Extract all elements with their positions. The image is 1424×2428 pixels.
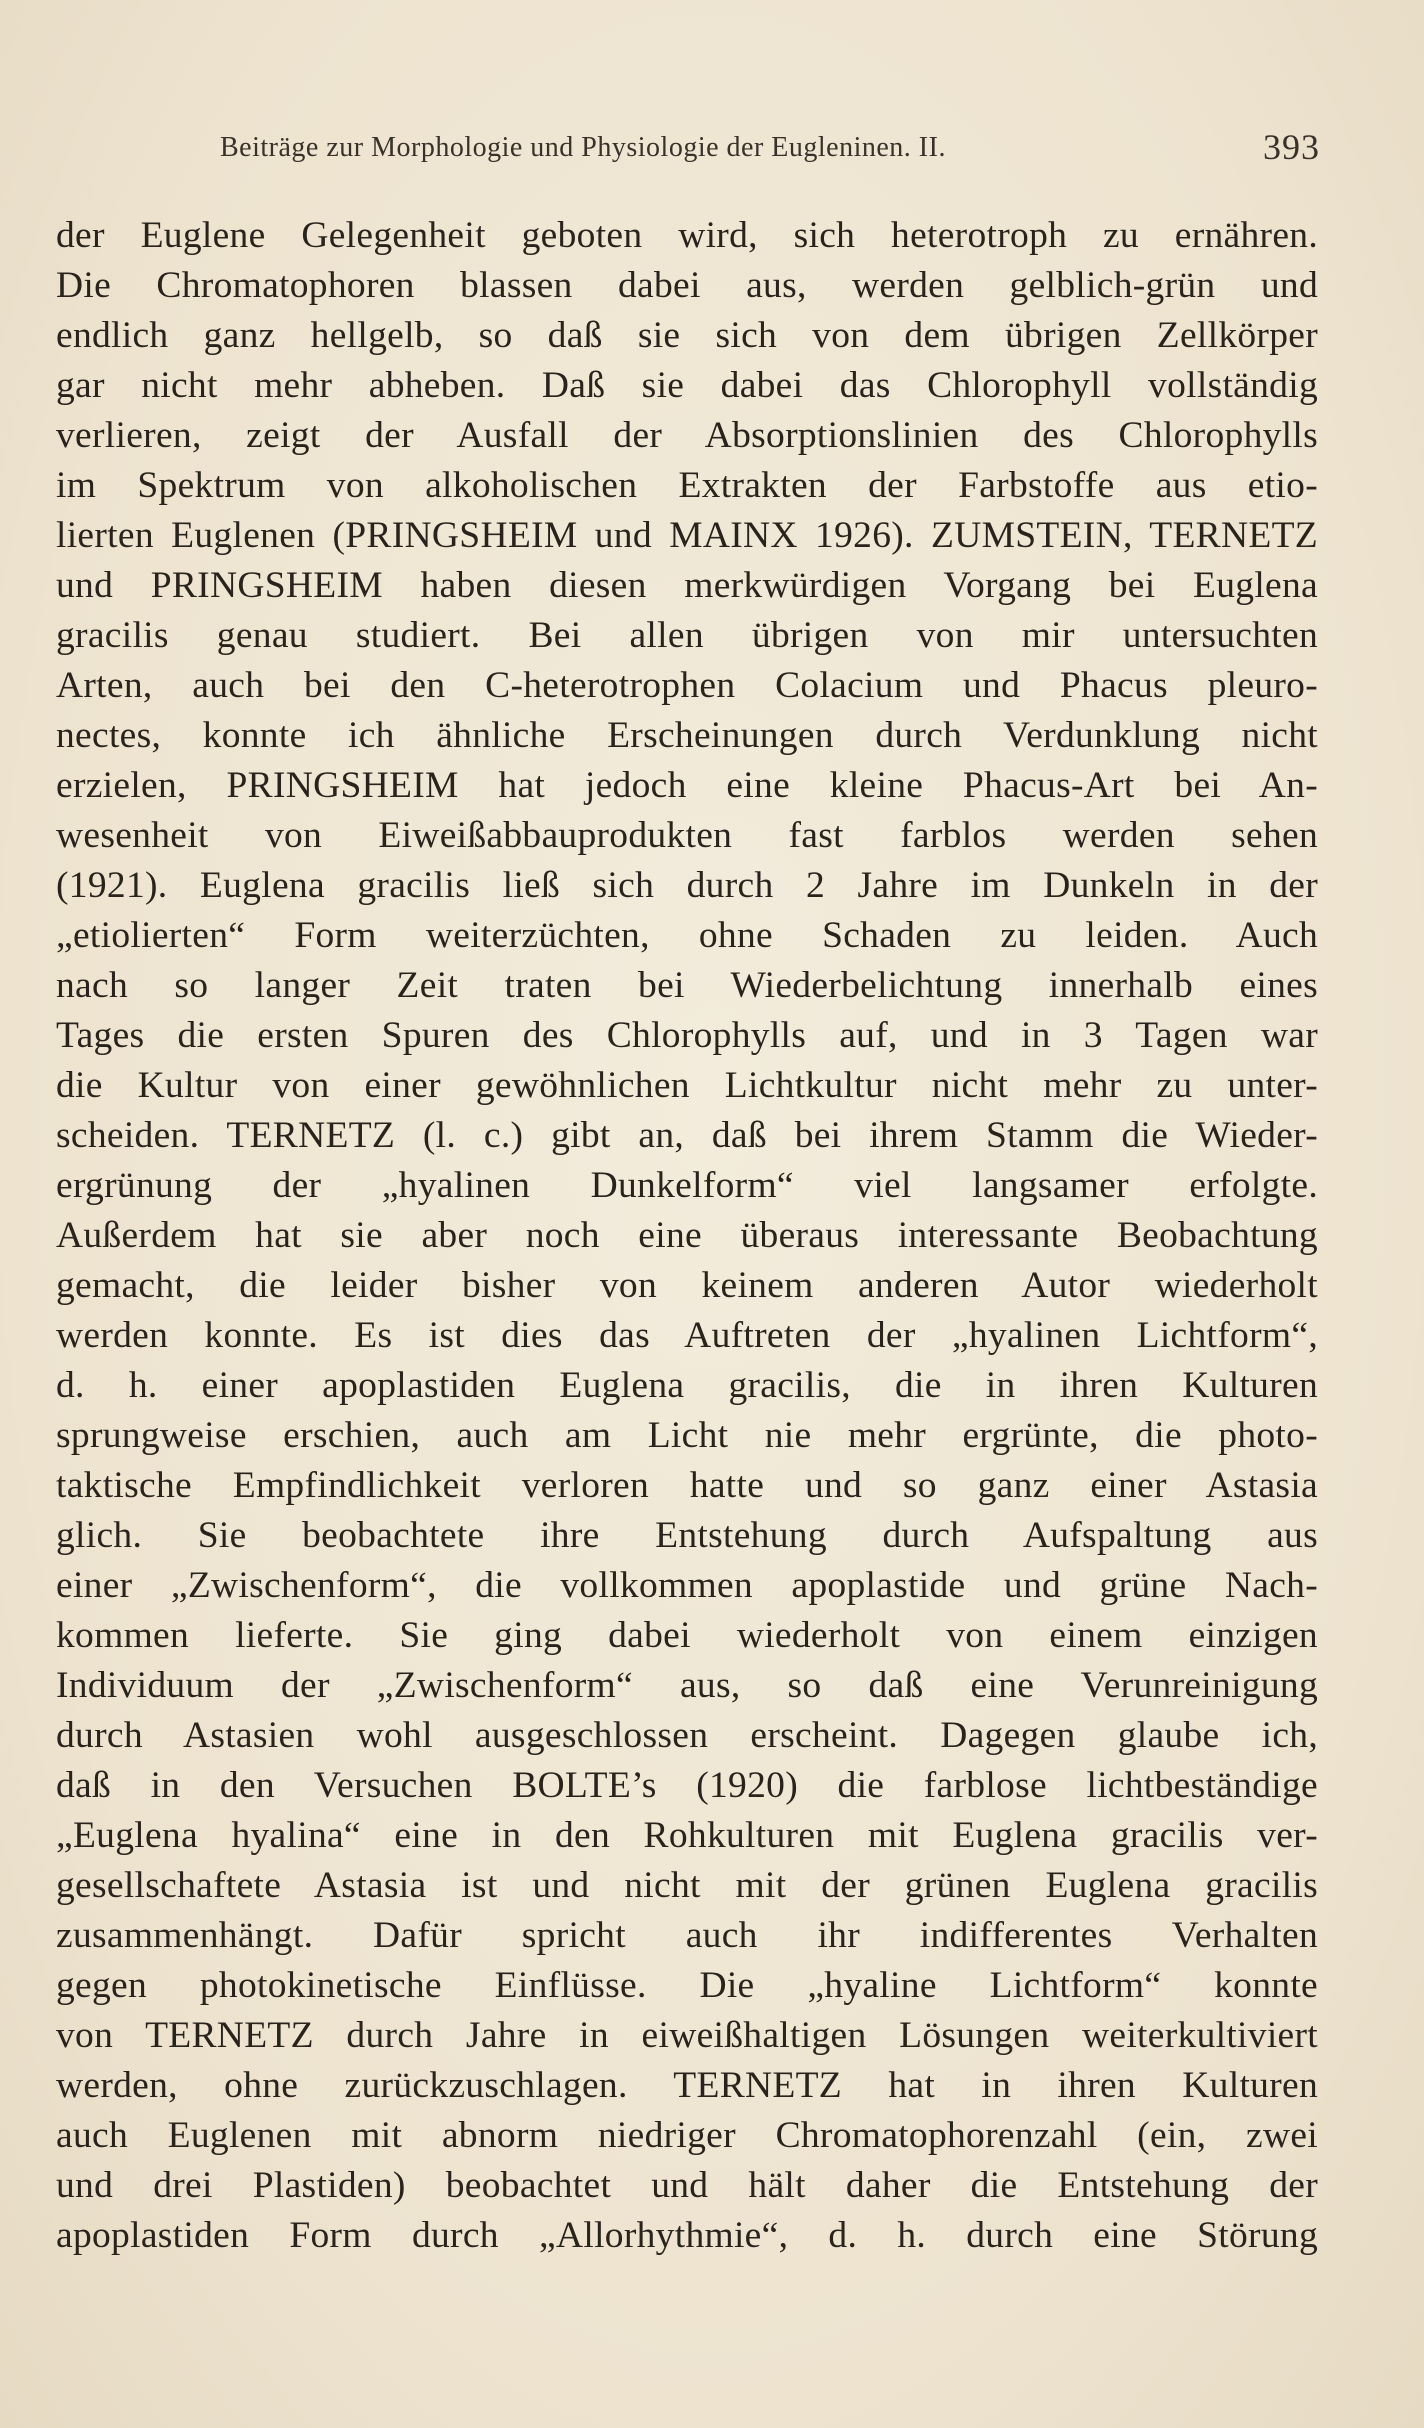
text-line: endlich ganz hellgelb, so daß sie sich von dem übrigen Zellkörper [56,315,1318,356]
text-line: Außerdem hat sie aber noch eine überaus interessante Beobachtung [56,1215,1318,1256]
text-line: zusammenhängt. Dafür spricht auch ihr indifferentes Verhalten [56,1915,1318,1956]
text-line: Individuum der „Zwischenform“ aus, so daß eine Verunreinigung [56,1665,1318,1706]
text-line: daß in den Versuchen BOLTE’s (1920) die farblose lichtbeständige [56,1765,1318,1806]
text-line: gesellschaftete Astasia ist und nicht mit der grünen Euglena gracilis [56,1865,1318,1906]
page-number: 393 [1263,127,1320,167]
text-line: taktische Empfindlichkeit verloren hatte und so ganz einer Astasia [56,1465,1318,1506]
text-line: (1921). Euglena gracilis ließ sich durch 2 Jahre im Dunkeln in der [56,865,1318,906]
text-line: auch Euglenen mit abnorm niedriger Chromatophorenzahl (ein, zwei [56,2115,1318,2156]
running-title: Beiträge zur Morphologie und Physiologie der Eugleninen. II. [220,132,946,163]
text-line: erzielen, PRINGSHEIM hat jedoch eine kleine Phacus-Art bei An- [56,765,1318,806]
text-line: gegen photokinetische Einflüsse. Die „hyaline Lichtform“ konnte [56,1965,1318,2006]
text-line: gemacht, die leider bisher von keinem anderen Autor wiederholt [56,1265,1318,1306]
text-line: von TERNETZ durch Jahre in eiweißhaltigen Lösungen weiterkultiviert [56,2015,1318,2056]
text-line: apoplastiden Form durch „Allorhythmie“, d. h. durch eine Störung [56,2215,1318,2256]
text-line: kommen lieferte. Sie ging dabei wiederholt von einem einzigen [56,1615,1318,1656]
running-header [220,127,1320,176]
text-line: werden konnte. Es ist dies das Auftreten der „hyalinen Lichtform“, [56,1315,1318,1356]
text-line: gracilis genau studiert. Bei allen übrigen von mir untersuchten [56,615,1318,656]
text-line: durch Astasien wohl ausgeschlossen erscheint. Dagegen glaube ich, [56,1715,1318,1756]
text-line: „Euglena hyalina“ eine in den Rohkulturen mit Euglena gracilis ver- [56,1815,1318,1856]
text-line: die Kultur von einer gewöhnlichen Lichtkultur nicht mehr zu unter- [56,1065,1318,1106]
text-line: Arten, auch bei den C-heterotrophen Colacium und Phacus pleuro- [56,665,1318,706]
text-line: der Euglene Gelegenheit geboten wird, sich heterotroph zu ernähren. [56,215,1318,256]
text-line: und drei Plastiden) beobachtet und hält daher die Entstehung der [56,2165,1318,2206]
text-line: ergrünung der „hyalinen Dunkelform“ viel langsamer erfolgte. [56,1165,1318,1206]
text-line: lierten Euglenen (PRINGSHEIM und MAINX 1926). ZUMSTEIN, TERNETZ [56,515,1318,556]
text-line: „etiolierten“ Form weiterzüchten, ohne Schaden zu leiden. Auch [56,915,1318,956]
text-line: d. h. einer apoplastiden Euglena gracilis, die in ihren Kulturen [56,1365,1318,1406]
text-line: gar nicht mehr abheben. Daß sie dabei das Chlorophyll vollständig [56,365,1318,406]
text-line: und PRINGSHEIM haben diesen merkwürdigen Vorgang bei Euglena [56,565,1318,606]
text-line: verlieren, zeigt der Ausfall der Absorptionslinien des Chlorophylls [56,415,1318,456]
text-line: wesenheit von Eiweißabbauprodukten fast farblos werden sehen [56,815,1318,856]
text-line: nach so langer Zeit traten bei Wiederbelichtung innerhalb eines [56,965,1318,1006]
body-text [56,211,1318,2261]
text-line: einer „Zwischenform“, die vollkommen apoplastide und grüne Nach- [56,1565,1318,1606]
text-line: scheiden. TERNETZ (l. c.) gibt an, daß bei ihrem Stamm die Wieder- [56,1115,1318,1156]
text-line: sprungweise erschien, auch am Licht nie mehr ergrünte, die photo- [56,1415,1318,1456]
text-line: Tages die ersten Spuren des Chlorophylls auf, und in 3 Tagen war [56,1015,1318,1056]
text-line: im Spektrum von alkoholischen Extrakten der Farbstoffe aus etio- [56,465,1318,506]
text-line: werden, ohne zurückzuschlagen. TERNETZ hat in ihren Kulturen [56,2065,1318,2106]
text-line: glich. Sie beobachtete ihre Entstehung durch Aufspaltung aus [56,1515,1318,1556]
text-line: Die Chromatophoren blassen dabei aus, werden gelblich-grün und [56,265,1318,306]
text-line: nectes, konnte ich ähnliche Erscheinungen durch Verdunklung nicht [56,715,1318,756]
